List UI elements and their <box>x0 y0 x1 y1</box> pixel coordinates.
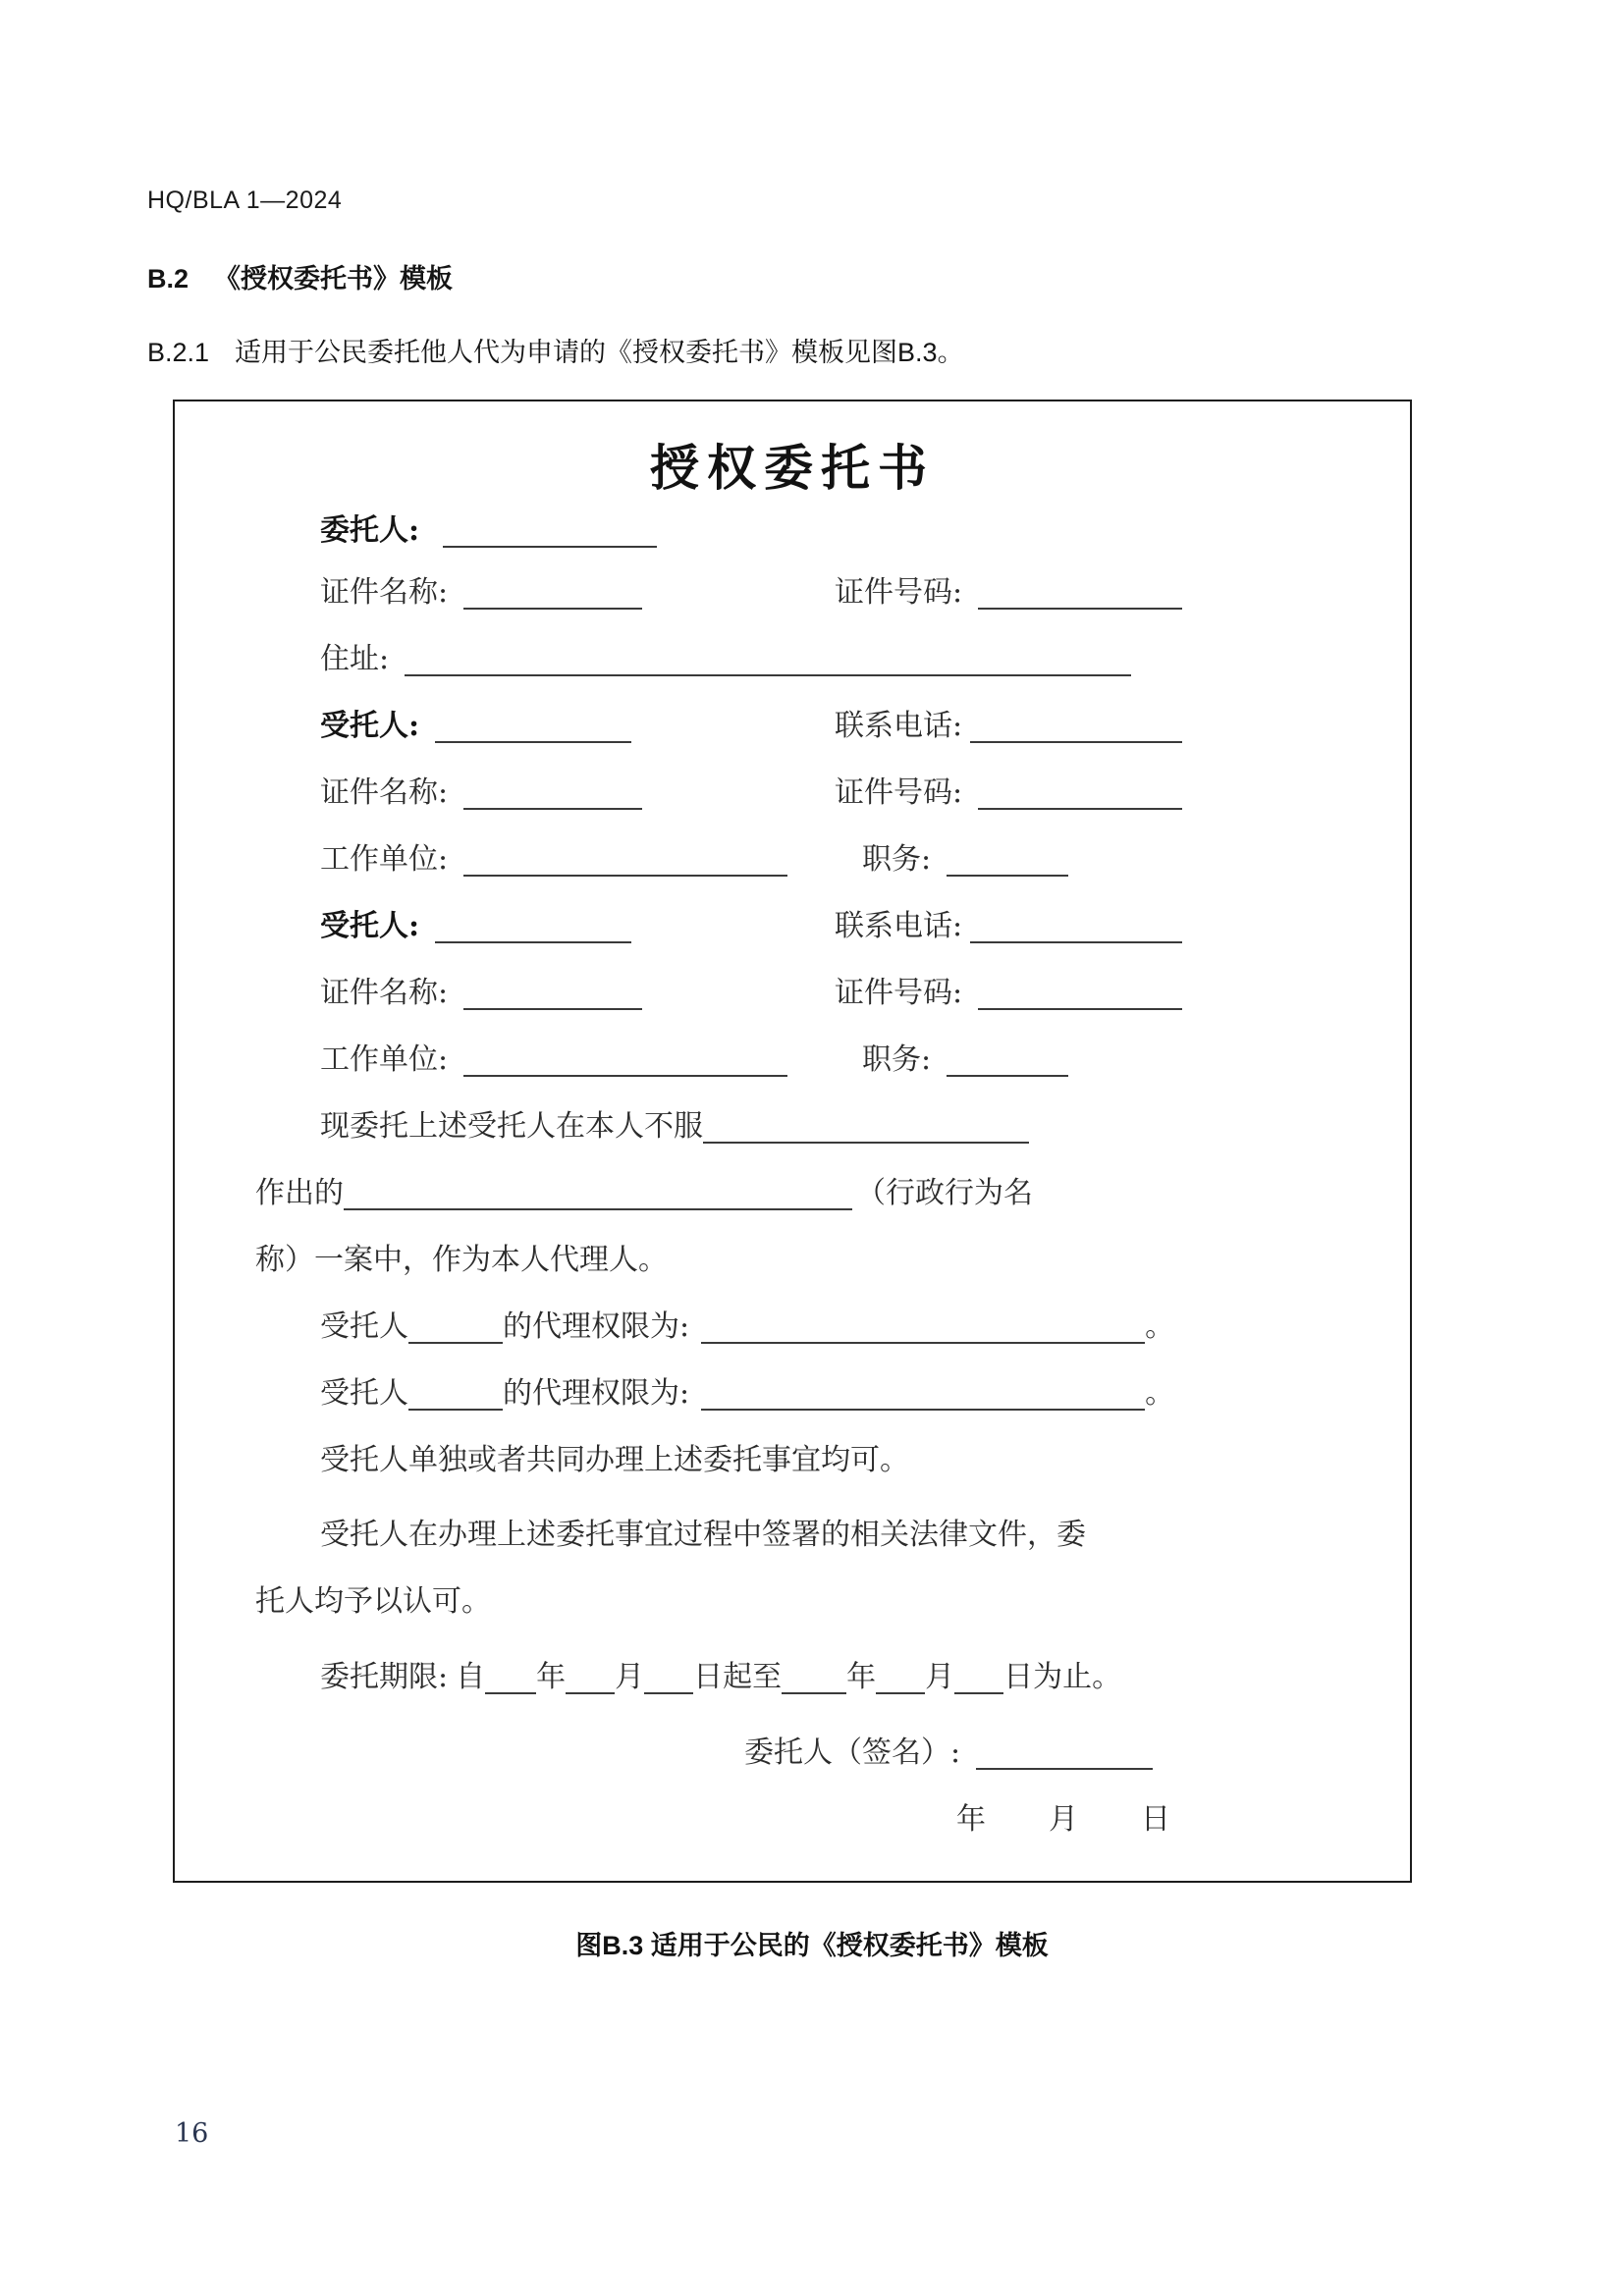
clause-heading-b2 <box>147 257 453 295</box>
field-agent1-id-number <box>835 775 1182 810</box>
agent2-id-number-label: 证件号码: <box>835 976 963 1010</box>
scope1-content-blank[interactable] <box>701 1342 1145 1344</box>
term-end-day-blank[interactable] <box>954 1692 1003 1694</box>
field-agent2-id-type <box>320 976 642 1010</box>
agent1-position-label: 职务: <box>862 842 932 877</box>
principal-id-number-blank[interactable] <box>978 608 1182 610</box>
field-principal-id-number <box>835 575 1182 610</box>
agent1-employer-label: 工作单位: <box>320 842 449 877</box>
body-line2-blank[interactable] <box>344 1208 852 1210</box>
scope2-mid: 的代理权限为: <box>503 1376 690 1411</box>
agent2-position-blank[interactable] <box>947 1075 1068 1077</box>
agent1-position-blank[interactable] <box>947 875 1068 877</box>
scope1-mid: 的代理权限为: <box>503 1309 690 1344</box>
term-end-month: 月 <box>925 1660 955 1694</box>
agent1-name-label: 受托人: <box>320 709 420 743</box>
form-content <box>175 401 1410 1881</box>
body-line-3: 称）一案中，作为本人代理人。 <box>255 1243 668 1277</box>
term-end-day: 日 <box>1003 1660 1034 1694</box>
scope-line-2 <box>320 1376 1175 1411</box>
field-principal-address <box>320 642 1131 676</box>
term-start-suffix: 起至 <box>723 1660 783 1694</box>
agent2-id-number-blank[interactable] <box>978 1008 1182 1010</box>
term-label: 委托期限: <box>320 1660 449 1694</box>
term-start-day-blank[interactable] <box>644 1692 693 1694</box>
field-principal-id-type <box>320 575 642 610</box>
signature-date-month: 月 <box>1049 1802 1080 1837</box>
scope2-content-blank[interactable] <box>701 1409 1145 1411</box>
term-line <box>320 1660 1122 1694</box>
agent1-employer-blank[interactable] <box>463 875 787 877</box>
term-month: 月 <box>615 1660 645 1694</box>
agent1-phone-blank[interactable] <box>970 741 1182 743</box>
field-agent1-employer <box>320 842 787 877</box>
clause-heading-b21 <box>147 331 964 369</box>
body-line-1 <box>320 1109 1029 1144</box>
term-end-year: 年 <box>846 1660 877 1694</box>
agent2-id-type-blank[interactable] <box>463 1008 642 1010</box>
agent1-phone-label: 联系电话: <box>835 709 963 743</box>
agent2-position-label: 职务: <box>862 1042 932 1077</box>
agent2-phone-blank[interactable] <box>970 941 1182 943</box>
signature-line <box>744 1735 1153 1770</box>
agent1-id-number-blank[interactable] <box>978 808 1182 810</box>
clause-number-b21: B.2.1 <box>147 338 210 367</box>
field-agent2-phone <box>835 909 1182 943</box>
body-line2-prefix: 作出的 <box>255 1176 344 1210</box>
page-number: 16 <box>175 2118 209 2149</box>
scope2-prefix: 受托人 <box>320 1376 408 1411</box>
form-title: 授权委托书 <box>650 439 935 497</box>
field-agent2-id-number <box>835 976 1182 1010</box>
scope2-agent-blank[interactable] <box>408 1409 503 1411</box>
field-principal-name <box>320 513 657 548</box>
principal-address-blank[interactable] <box>405 674 1131 676</box>
term-start-month-blank[interactable] <box>566 1692 615 1694</box>
principal-name-label: 委托人: <box>320 513 420 548</box>
signature-blank[interactable] <box>976 1768 1153 1770</box>
field-agent1-phone <box>835 709 1182 743</box>
term-end-year-blank[interactable] <box>782 1692 846 1694</box>
ratify-line-2: 托人均予以认可。 <box>255 1584 491 1619</box>
signature-date-year: 年 <box>956 1802 988 1837</box>
signature-label: 委托人（签名）: <box>744 1735 961 1770</box>
term-start-year-blank[interactable] <box>485 1692 536 1694</box>
agent1-name-blank[interactable] <box>435 741 631 743</box>
signature-date-day: 日 <box>1141 1802 1172 1837</box>
scope1-agent-blank[interactable] <box>408 1342 503 1344</box>
figure-caption: 图B.3 适用于公民的《授权委托书》模板 <box>575 1931 1049 1960</box>
signature-date-line <box>956 1802 1172 1837</box>
body-line1-blank[interactable] <box>703 1142 1029 1144</box>
body-line1-prefix: 现委托上述受托人在本人不服 <box>320 1109 703 1144</box>
term-year: 年 <box>536 1660 567 1694</box>
term-day: 日 <box>693 1660 724 1694</box>
principal-id-number-label: 证件号码: <box>835 575 963 610</box>
ratify-line-1: 受托人在办理上述委托事宜过程中签署的相关法律文件，委 <box>320 1518 1086 1552</box>
body-line2-suffix: （行政行为名 <box>856 1176 1033 1210</box>
body-line-2 <box>255 1176 1033 1210</box>
agent1-id-number-label: 证件号码: <box>835 775 963 810</box>
scope-line-1 <box>320 1309 1175 1344</box>
principal-name-blank[interactable] <box>443 546 657 548</box>
agent1-id-type-blank[interactable] <box>463 808 642 810</box>
agent2-id-type-label: 证件名称: <box>320 976 449 1010</box>
clause-text-b21: 适用于公民委托他人代为申请的《授权委托书》模板见图B.3。 <box>235 338 964 367</box>
clause-number-b2: B.2 <box>147 264 189 294</box>
principal-id-type-blank[interactable] <box>463 608 642 610</box>
field-agent1-id-type <box>320 775 642 810</box>
agent2-name-label: 受托人: <box>320 909 420 943</box>
running-head: HQ/BLA 1—2024 <box>147 187 343 214</box>
field-agent2-position <box>862 1042 1068 1077</box>
agent2-phone-label: 联系电话: <box>835 909 963 943</box>
scope1-end: 。 <box>1145 1309 1175 1344</box>
figure-form-box <box>173 400 1412 1883</box>
agent2-employer-label: 工作单位: <box>320 1042 449 1077</box>
term-from: 自 <box>456 1660 486 1694</box>
field-agent1-position <box>862 842 1068 877</box>
agent1-id-type-label: 证件名称: <box>320 775 449 810</box>
scope1-prefix: 受托人 <box>320 1309 408 1344</box>
term-end-suffix: 为止。 <box>1033 1660 1122 1694</box>
principal-id-type-label: 证件名称: <box>320 575 449 610</box>
field-agent2-employer <box>320 1042 787 1077</box>
clause-text-b2: 《授权委托书》模板 <box>214 264 454 294</box>
term-end-month-blank[interactable] <box>876 1692 925 1694</box>
field-agent1-name <box>320 709 631 743</box>
scope2-end: 。 <box>1145 1376 1175 1411</box>
agent2-employer-blank[interactable] <box>463 1075 787 1077</box>
joint-clause-line: 受托人单独或者共同办理上述委托事宜均可。 <box>320 1443 909 1477</box>
principal-address-label: 住址: <box>320 642 390 676</box>
field-agent2-name <box>320 909 631 943</box>
agent2-name-blank[interactable] <box>435 941 631 943</box>
